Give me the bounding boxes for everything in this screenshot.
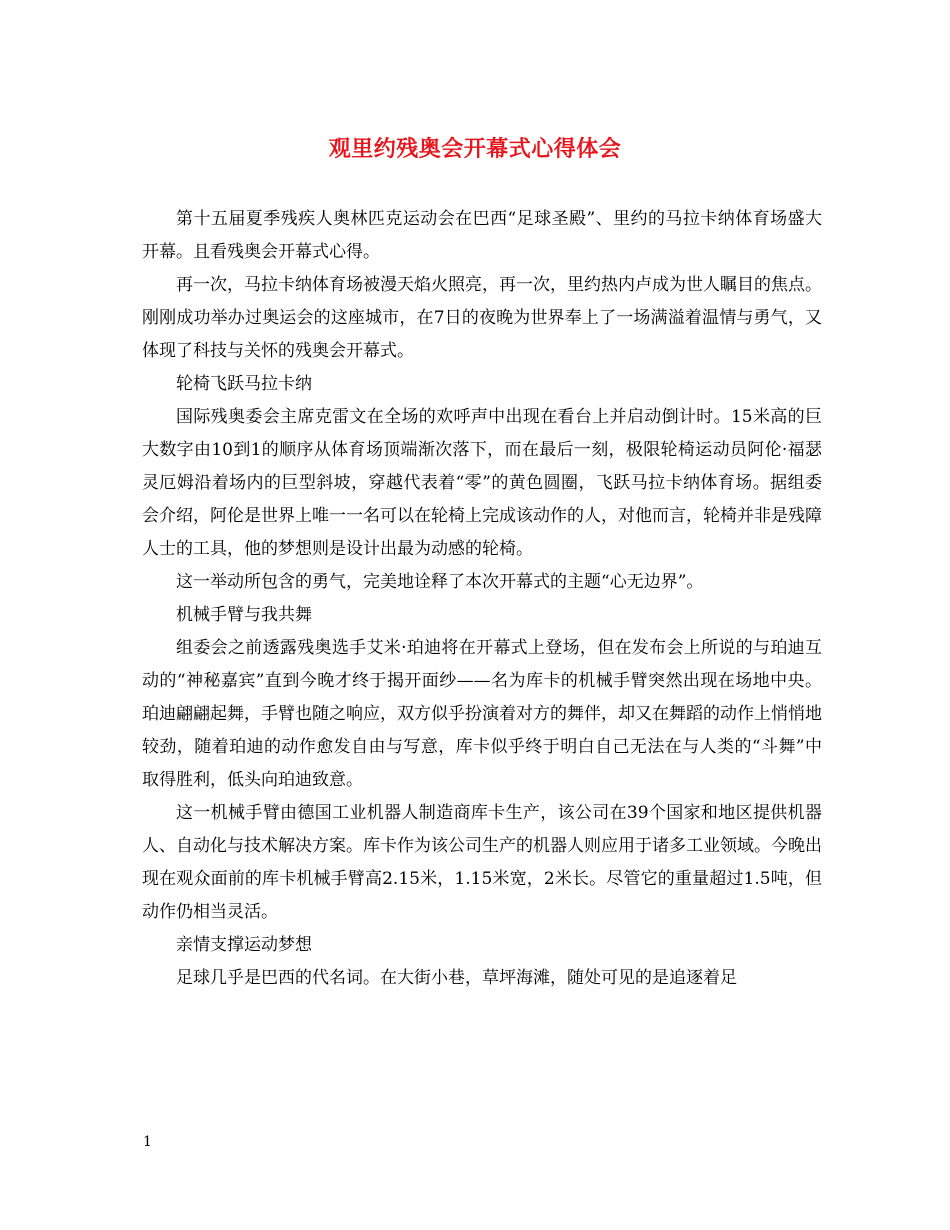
document-body [142,203,822,995]
paragraph: 这一机械手臂由德国工业机器人制造商库卡生产，该公司在39个国家和地区提供机器人、自动化与技术解决方案。库卡作为该公司生产的机器人则应用于诸多工业领域。今晚出现在观众面前的库卡机械手臂高2.15米，1.15米宽，2米长。尽管它的重量超过1.5吨，但动作仍相当灵活。 [142,803,822,922]
paragraph: 组委会之前透露残奥选手艾米·珀迪将在开幕式上登场，但在发布会上所说的与珀迪互动的“神秘嘉宾”直到今晚才终于揭开面纱——名为库卡的机械手臂突然出现在场地中央。珀迪翩翩起舞，手臂也随之响应，双方似乎扮演着对方的舞伴，却又在舞蹈的动作上悄悄地较劲，随着珀迪的动作愈发自由与写意，库卡似乎终于明白自己无法在与人类的“斗舞”中取得胜利，低头向珀迪致意。 [142,638,822,790]
paragraph: 再一次，马拉卡纳体育场被漫天焰火照亮，再一次，里约热内卢成为世人瞩目的焦点。刚刚成功举办过奥运会的这座城市，在7日的夜晚为世界奉上了一场满溢着温情与勇气，又体现了科技与关怀的残奥会开幕式。 [142,275,822,361]
paragraph: 这一举动所包含的勇气，完美地诠释了本次开幕式的主题“心无边界”。 [176,572,704,592]
page-number: 1 [143,1134,152,1150]
section-heading: 机械手臂与我共舞 [176,605,312,625]
section-heading: 亲情支撑运动梦想 [176,935,312,955]
paragraph: 国际残奥委会主席克雷文在全场的欢呼声中出现在看台上并启动倒计时。15米高的巨大数字由10到1的顺序从体育场顶端渐次落下，而在最后一刻，极限轮椅运动员阿伦·福瑟灵厄姆沿着场内的巨型斜坡，穿越代表着“零”的黄色圆圈，飞跃马拉卡纳体育场。据组委会介绍，阿伦是世界上唯一一名可以在轮椅上完成该动作的人，对他而言，轮椅并非是残障人士的工具，他的梦想则是设计出最为动感的轮椅。 [142,407,822,559]
page-title: 观里约残奥会开幕式心得体会 [328,136,622,162]
paragraph: 足球几乎是巴西的代名词。在大街小巷，草坪海滩，随处可见的是追逐着足 [176,968,737,988]
paragraph: 第十五届夏季残疾人奥林匹克运动会在巴西“足球圣殿”、里约的马拉卡纳体育场盛大开幕。且看残奥会开幕式心得。 [142,209,822,262]
section-heading: 轮椅飞跃马拉卡纳 [176,374,312,394]
